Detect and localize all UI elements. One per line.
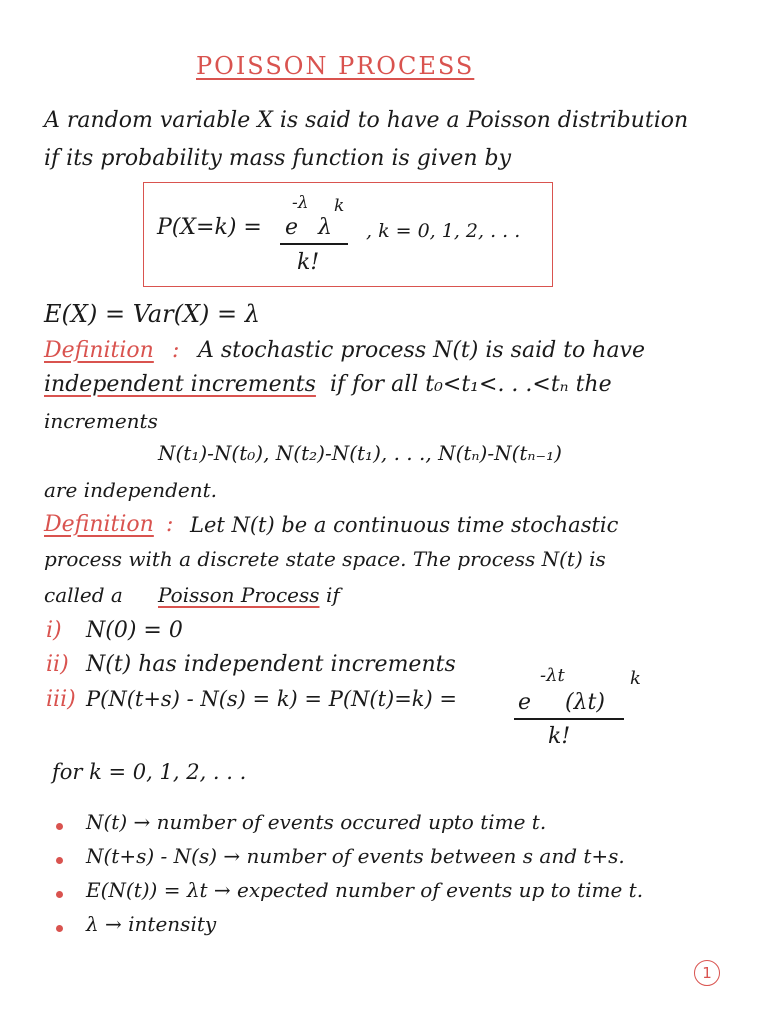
condition-1-number: i)	[46, 618, 62, 643]
definition-1-line-3: increments	[44, 409, 158, 433]
bullet-dot	[56, 891, 63, 898]
for-k-range: for k = 0, 1, 2, . . .	[52, 760, 247, 784]
page-title: POISSON PROCESS	[196, 52, 475, 80]
pmf-num-k: k	[334, 196, 345, 216]
definition-2-line-3-post: if	[326, 583, 340, 607]
bullet-item-1: N(t) → number of events occured upto time t.	[86, 810, 547, 834]
bullet-dot	[56, 823, 63, 830]
definition-1-line-2: if for all t₀<t₁<. . .<tₙ the	[330, 372, 612, 397]
bullet-item-3: E(N(t)) = λt → expected number of events up to time t.	[86, 878, 644, 902]
bullet-dot	[56, 857, 63, 864]
pmf-fraction-bar	[280, 243, 348, 245]
definition-2-line-2: process with a discrete state space. The process N(t) is	[44, 547, 606, 571]
definition-1-formula: N(t₁)-N(t₀), N(t₂)-N(t₁), . . ., N(tₙ)-N(tₙ₋₁)	[158, 441, 562, 465]
definition-2-emph: Poisson Process	[158, 583, 320, 607]
pmf-num-lambda: λ	[318, 215, 332, 240]
definition-2-colon: :	[166, 512, 174, 537]
intro-line-1: A random variable X is said to have a Poisson distribution	[44, 108, 689, 133]
definition-2-label: Definition	[44, 512, 154, 537]
pmf-num-base: e	[285, 215, 299, 240]
intro-line-2: if its probability mass function is given by	[44, 146, 512, 171]
definition-1-line-4: are independent.	[44, 478, 218, 502]
condition-3-lt: (λt)	[565, 690, 605, 715]
condition-2: N(t) has independent increments	[86, 652, 456, 677]
definition-2-line-1: Let N(t) be a continuous time stochastic	[190, 513, 619, 537]
bullet-dot	[56, 925, 63, 932]
definition-1-line-1: A stochastic process N(t) is said to have	[198, 338, 646, 363]
bullet-item-2: N(t+s) - N(s) → number of events between s and t+s.	[86, 844, 625, 868]
definition-2-line-3-pre: called a	[44, 583, 123, 607]
definition-1-colon: :	[172, 338, 180, 363]
condition-3-k: k	[630, 668, 641, 689]
condition-2-number: ii)	[46, 652, 69, 677]
condition-3-lhs: P(N(t+s) - N(s) = k) = P(N(t)=k) =	[86, 687, 457, 711]
pmf-lhs: P(X=k) =	[157, 215, 262, 240]
condition-3-fraction-bar	[514, 718, 624, 720]
pmf-range: , k = 0, 1, 2, . . .	[366, 220, 521, 242]
condition-3-den: k!	[548, 724, 571, 749]
condition-3-number: iii)	[46, 687, 76, 712]
moments: E(X) = Var(X) = λ	[44, 300, 260, 328]
page-number: 1	[694, 960, 720, 986]
bullet-item-4: λ → intensity	[86, 912, 217, 936]
definition-1-emph: independent increments	[44, 372, 316, 397]
condition-3-exp: -λt	[540, 665, 565, 686]
definition-1-label: Definition	[44, 338, 154, 363]
condition-1: N(0) = 0	[86, 618, 183, 643]
condition-3-base: e	[518, 690, 532, 715]
pmf-den: k!	[297, 250, 320, 275]
pmf-num-exp: -λ	[292, 193, 309, 213]
